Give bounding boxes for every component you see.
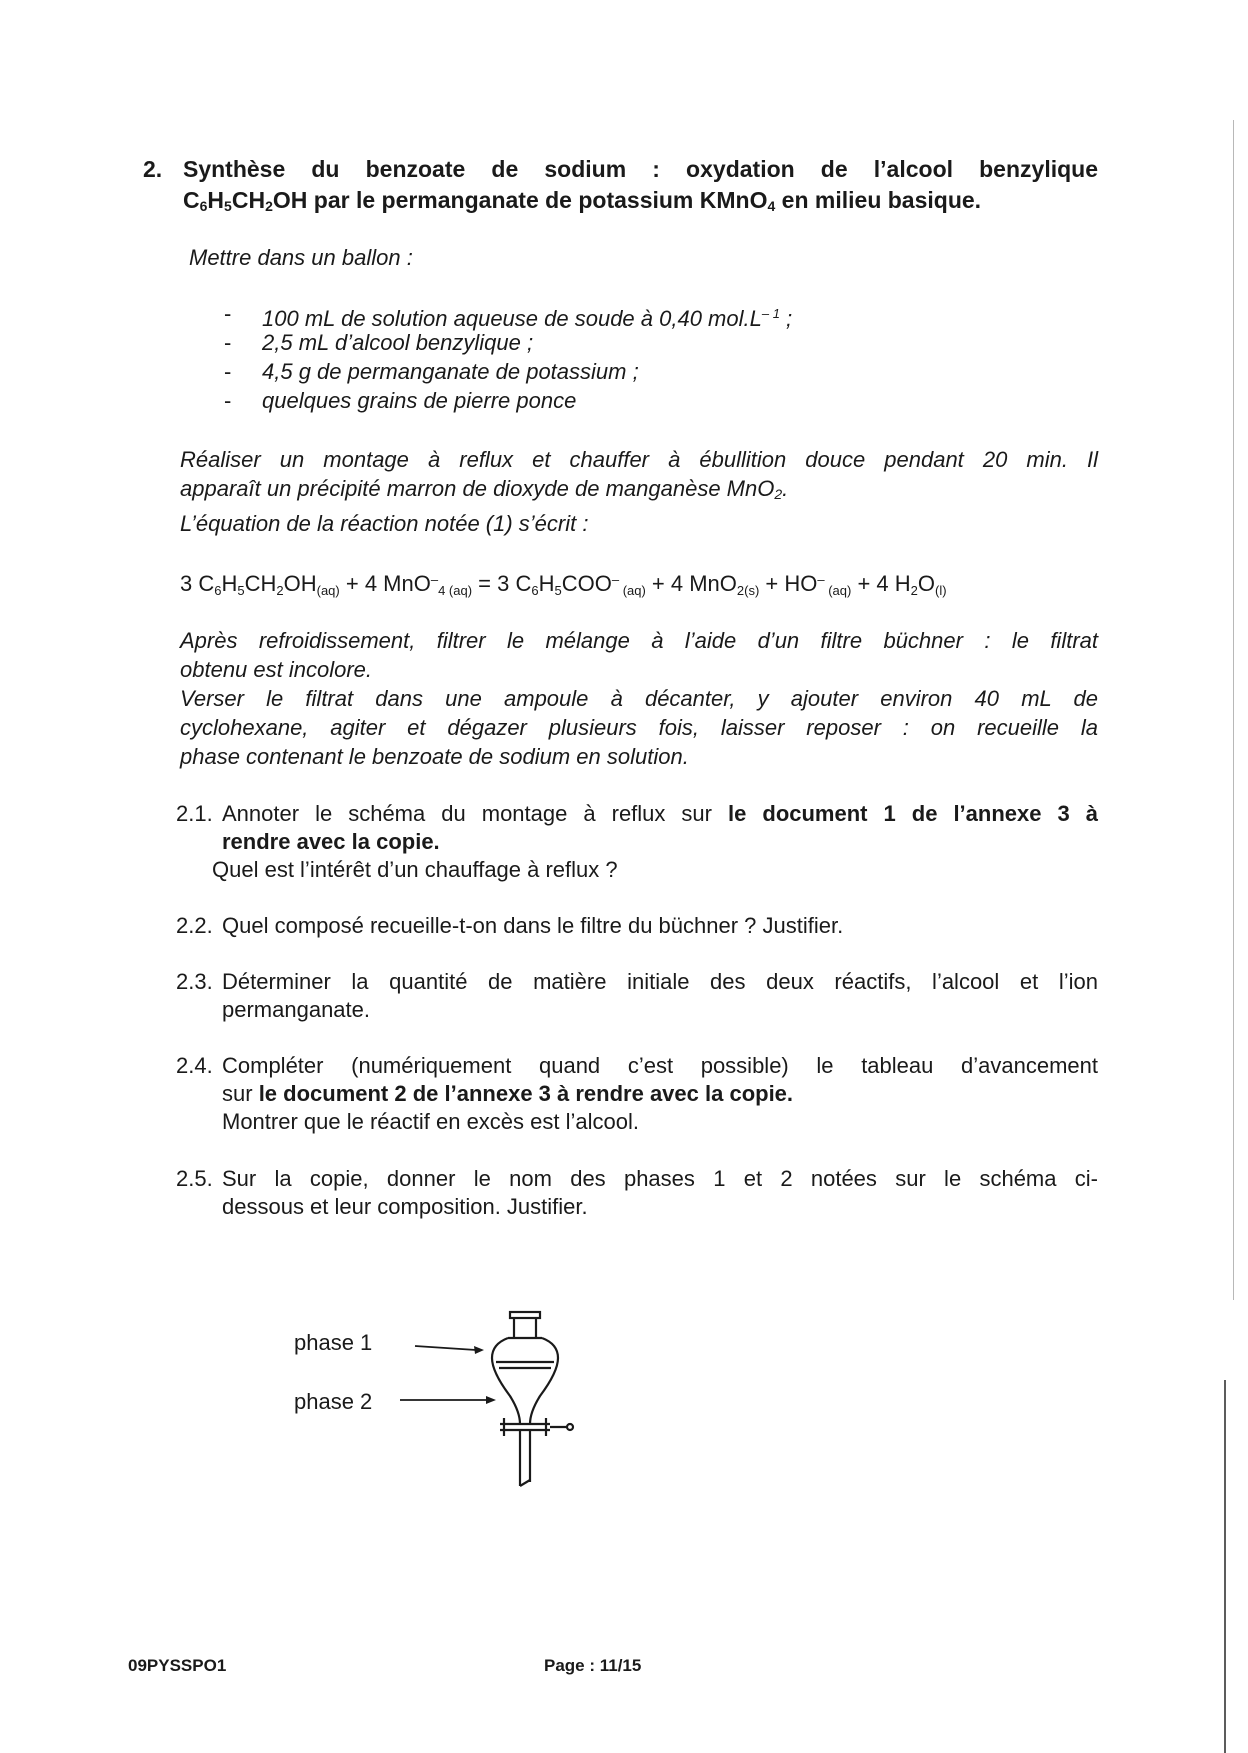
formula-h: H [207, 187, 225, 213]
question-number: 2.5. [176, 1166, 213, 1191]
procedure-line [180, 474, 1098, 509]
question-number: 2.2. [176, 913, 213, 938]
section-number: 2. [143, 156, 163, 182]
section-title [183, 154, 1098, 222]
list-item-text: 100 mL de solution aqueuse de soude à 0,40 mol.L [262, 306, 762, 331]
question-line: permanganate. [222, 997, 370, 1022]
document-code: 09PYSSPO1 [128, 1656, 227, 1675]
question-number: 2.1. [176, 801, 213, 826]
eq-term: O [917, 571, 936, 596]
procedure-line: Réaliser un montage à reflux et chauffer à ébullition douce pendant 20 min. Il [180, 447, 1098, 472]
eq-term: H [221, 571, 238, 596]
bulb-right [530, 1338, 558, 1424]
arrowhead-phase-2 [486, 1396, 496, 1404]
procedure-text-end: . [782, 476, 789, 501]
stopper-top [510, 1312, 540, 1318]
question-line: dessous et leur composition. Justifier. [222, 1194, 588, 1219]
formula-ch: CH [231, 187, 266, 213]
eq-term: OH [283, 571, 317, 596]
label-phase-2: phase 2 [294, 1389, 373, 1414]
procedure-text: apparaît un précipité marron de dioxyde de manganèse MnO [180, 476, 775, 501]
question-body [212, 800, 1098, 884]
list-dash: - [224, 359, 232, 384]
list-item-end: ; [779, 306, 793, 331]
question-2-1 [176, 800, 1098, 884]
list-item-text: quelques grains de pierre ponce [262, 388, 577, 413]
question-2-4 [176, 1052, 1098, 1136]
eq-sub: 2 [276, 583, 284, 598]
eq-sup: – [817, 572, 825, 587]
question-number: 2.4. [176, 1053, 213, 1078]
eq-sub: 6 [214, 583, 222, 598]
reaction-equation [180, 566, 947, 605]
eq-sub: (aq) [619, 583, 646, 598]
subscript: 6 [199, 198, 208, 214]
question-body [222, 1165, 1098, 1221]
separation-line: Verser le filtrat dans une ampoule à décanter, y ajouter environ 40 mL de [180, 686, 1098, 711]
question-text: sur [222, 1081, 259, 1106]
eq-sub: 2 [910, 583, 918, 598]
question-line: Quel est l’intérêt d’un chauffage à reflux ? [212, 857, 618, 882]
question-bold-text: le document 1 de l’annexe 3 à [728, 801, 1098, 826]
eq-sub: 4 (aq) [438, 583, 473, 598]
question-body [222, 968, 1098, 1024]
question-text: Annoter le schéma du montage à reflux sur [222, 801, 729, 826]
eq-term: + 4 MnO [339, 571, 431, 596]
subscript: 2 [265, 198, 273, 214]
scan-edge-line [1233, 120, 1234, 1300]
label-phase-1: phase 1 [294, 1330, 373, 1355]
title-text: OH par le permanganate de potassium KMnO [272, 187, 768, 213]
separation-paragraph [180, 626, 1098, 771]
question-line: Montrer que le réactif en excès est l’alcool. [222, 1109, 639, 1134]
list-dash: - [224, 388, 232, 413]
eq-sup: – [611, 572, 620, 587]
list-item [224, 387, 792, 416]
procedure-line: L’équation de la réaction notée (1) s’écrit : [180, 511, 589, 536]
eq-sub: 2(s) [736, 583, 760, 598]
arrow-phase-1 [415, 1346, 476, 1350]
list-item [224, 329, 792, 358]
list-item-text: 4,5 g de permanganate de potassium ; [262, 359, 639, 384]
section-title-line2 [183, 187, 981, 213]
question-number: 2.3. [176, 969, 213, 994]
eq-term: 3 C [180, 571, 215, 596]
subscript: 2 [774, 486, 783, 502]
subscript: 5 [224, 198, 232, 214]
intro-text: Mettre dans un ballon : [189, 245, 413, 270]
question-2-3 [176, 968, 1098, 1024]
separation-line: phase contenant le benzoate de sodium en solution. [180, 744, 689, 769]
eq-term: CH [244, 571, 277, 596]
list-item [224, 358, 792, 387]
bulb-left [492, 1338, 520, 1424]
eq-sub: 5 [554, 583, 562, 598]
eq-term: H [538, 571, 555, 596]
eq-sub: 5 [237, 583, 245, 598]
stopcock-knob [567, 1424, 573, 1430]
list-dash: - [224, 330, 232, 355]
eq-sub: (l) [935, 583, 947, 598]
eq-term: COO [561, 571, 612, 596]
page-number: Page : 11/15 [544, 1656, 642, 1675]
eq-term: + HO [759, 571, 818, 596]
subscript: 4 [767, 198, 776, 214]
question-2-2 [176, 912, 1098, 940]
procedure-paragraph [180, 445, 1098, 538]
title-text-end: en milieu basique. [775, 187, 982, 213]
list-item [224, 300, 792, 329]
section-heading [143, 154, 1098, 222]
eq-sub: (aq) [824, 583, 852, 598]
eq-term: = 3 C [472, 571, 532, 596]
separatory-funnel-icon [400, 1300, 600, 1510]
question-line: Sur la copie, donner le nom des phases 1 et 2 notées sur le schéma ci- [222, 1166, 1098, 1191]
separation-line: Après refroidissement, filtrer le mélange à l’aide d’un filtre büchner : le filtrat [180, 628, 1098, 653]
question-body: Quel composé recueille-t-on dans le filtre du büchner ? Justifier. [222, 913, 844, 938]
question-line [222, 1080, 1098, 1108]
eq-sup: – [430, 572, 439, 587]
eq-term: + 4 H [851, 571, 911, 596]
scan-edge-line [1224, 1380, 1226, 1753]
separation-line: cyclohexane, agiter et dégazer plusieurs fois, laisser reposer : on recueille la [180, 715, 1098, 740]
separation-line: obtenu est incolore. [180, 657, 373, 682]
list-item-text: 2,5 mL d’alcool benzylique ; [262, 330, 534, 355]
question-line: Compléter (numériquement quand c’est possible) le tableau d’avancement [222, 1053, 1098, 1078]
eq-term: + 4 MnO [645, 571, 737, 596]
list-dash: - [224, 301, 232, 326]
question-line [222, 800, 1098, 828]
question-bold-text: rendre avec la copie. [222, 829, 440, 854]
section-title-line1: Synthèse du benzoate de sodium : oxydation de l’alcool benzylique [183, 156, 1098, 182]
formula-c: C [183, 187, 200, 213]
eq-sub: 6 [531, 583, 539, 598]
question-2-5 [176, 1165, 1098, 1221]
question-bold-text: le document 2 de l’annexe 3 à rendre avec la copie. [258, 1081, 794, 1106]
arrowhead-phase-1 [474, 1346, 484, 1354]
eq-sub: (aq) [316, 583, 340, 598]
question-body [222, 1052, 1098, 1136]
superscript: – 1 [761, 306, 780, 321]
materials-list [224, 300, 792, 416]
question-line: Déterminer la quantité de matière initiale des deux réactifs, l’alcool et l’ion [222, 969, 1098, 994]
stem-tip [520, 1480, 530, 1486]
